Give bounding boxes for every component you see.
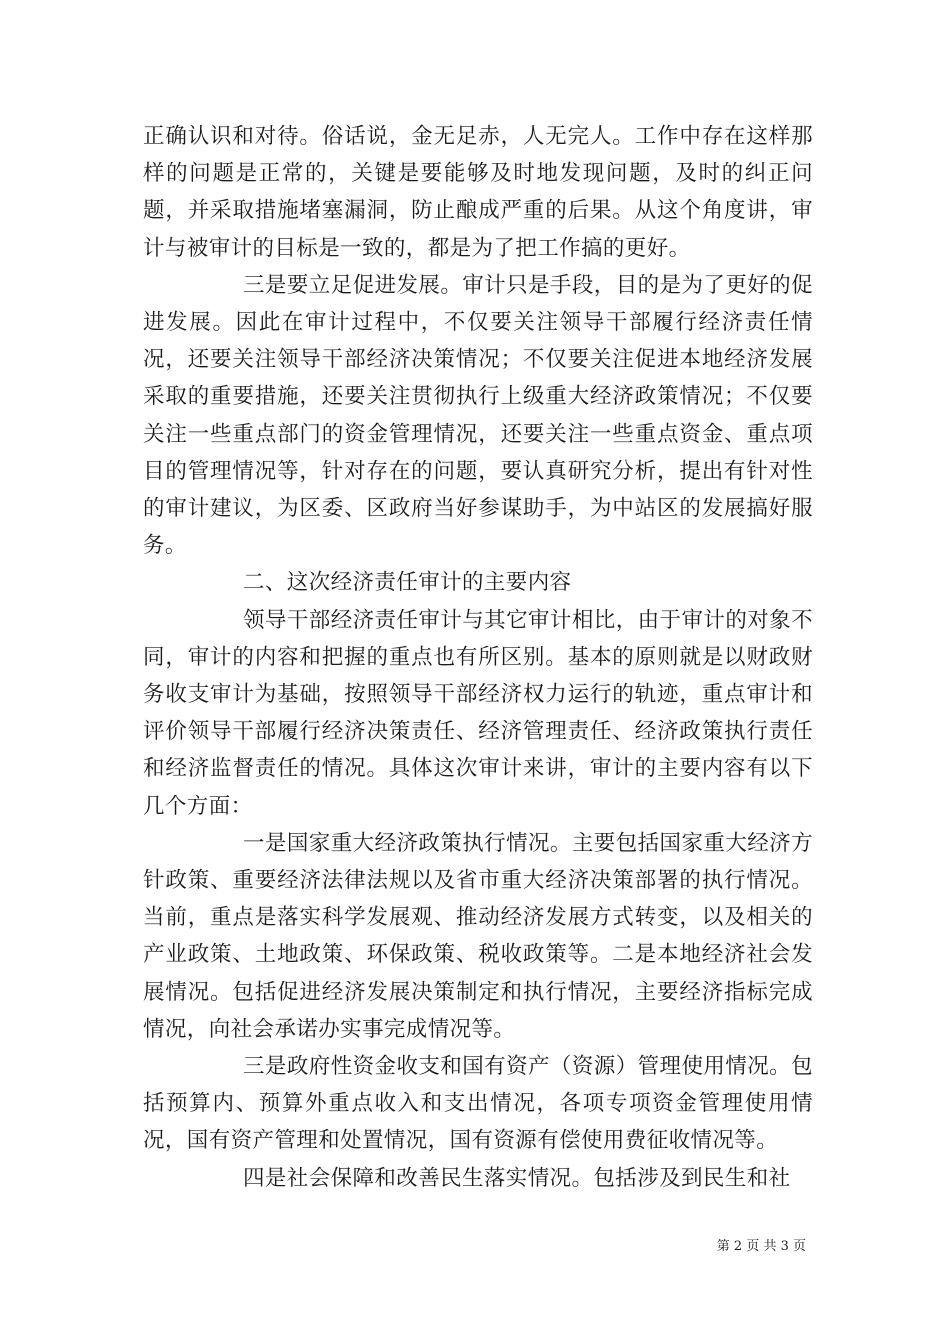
document-body	[143, 118, 813, 1197]
paragraph-4: 一是国家重大经济政策执行情况。主要包括国家重大经济方针政策、重要经济法律法规以及省市重大经济决策部署的执行情况。当前，重点是落实科学发展观、推动经济发展方式转变，以及相关的产业政策、土地政策、环保政策、税收政策等。二是本地经济社会发展情况。包括促进经济发展决策制定和执行情况，主要经济指标完成情况，向社会承诺办实事完成情况等。	[143, 830, 813, 1042]
paragraph-5: 三是政府性资金收支和国有资产（资源）管理使用情况。包括预算内、预算外重点收入和支出情况，各项专项资金管理使用情况，国有资产管理和处置情况，国有资源有偿使用费征收情况等。	[143, 1054, 813, 1154]
page-number: 第 2 页 共 3 页	[716, 1239, 806, 1254]
paragraph-6: 四是社会保障和改善民生落实情况。包括涉及到民生和社	[243, 1165, 791, 1191]
paragraph-3: 领导干部经济责任审计与其它审计相比，由于审计的对象不同，审计的内容和把握的重点也有所区别。基本的原则就是以财政财务收支审计为基础，按照领导干部经济权力运行的轨迹，重点审计和评价领导干部履行经济决策责任、经济管理责任、经济政策执行责任和经济监督责任的情况。具体这次审计来讲，审计的主要内容有以下几个方面：	[143, 607, 813, 819]
section-heading: 二、这次经济责任审计的主要内容	[243, 570, 572, 596]
paragraph-2: 三是要立足促进发展。审计只是手段，目的是为了更好的促进发展。因此在审计过程中，不仅要关注领导干部履行经济责任情况，还要关注领导干部经济决策情况；不仅要关注促进本地经济发展采取的重要措施，还要关注贯彻执行上级重大经济政策情况；不仅要关注一些重点部门的资金管理情况，还要关注一些重点资金、重点项目的管理情况等，针对存在的问题，要认真研究分析，提出有针对性的审计建议，为区委、区政府当好参谋助手，为中站区的发展搞好服务。	[143, 272, 813, 559]
paragraph-1: 正确认识和对待。俗话说，金无足赤，人无完人。工作中存在这样那样的问题是正常的，关键是要能够及时地发现问题，及时的纠正问题，并采取措施堵塞漏洞，防止酿成严重的后果。从这个角度讲，审计与被审计的目标是一致的，都是为了把工作搞的更好。	[143, 124, 813, 261]
